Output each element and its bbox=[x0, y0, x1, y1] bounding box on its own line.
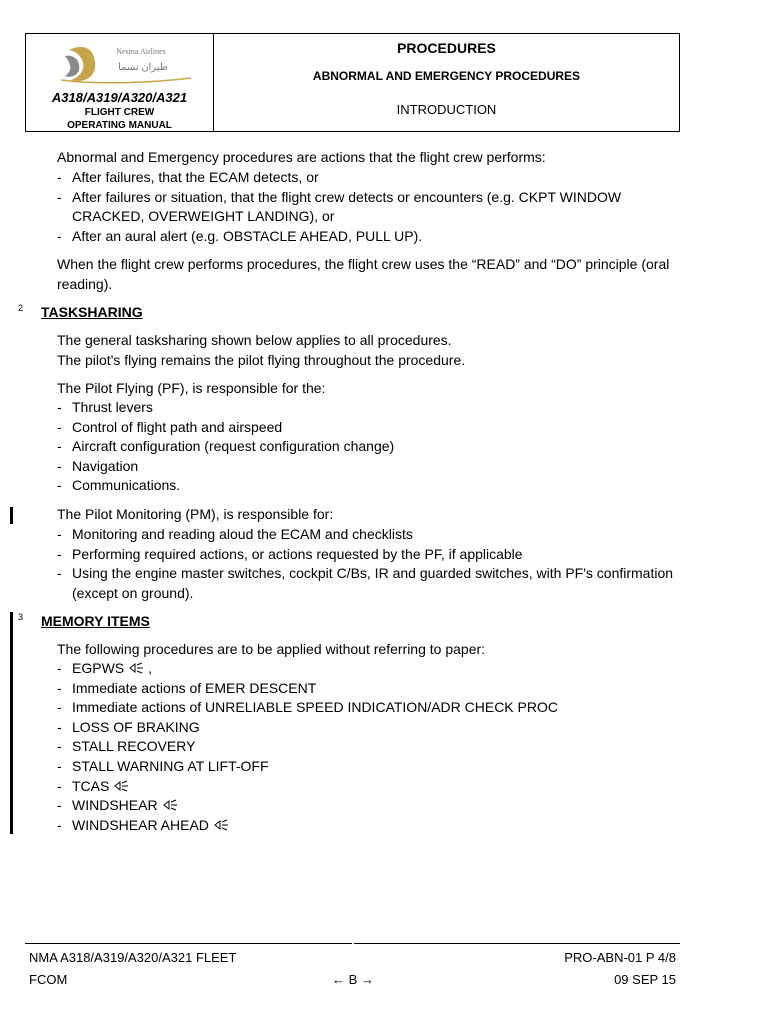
list-item: - WINDSHEAR bbox=[57, 796, 677, 816]
intro-list bbox=[57, 168, 677, 246]
speaker-icon bbox=[114, 780, 129, 792]
section-title-memory-items: MEMORY ITEMS bbox=[41, 613, 150, 629]
footer-revision: ← B → bbox=[332, 972, 374, 987]
memory-list bbox=[57, 659, 677, 835]
list-item: - Monitoring and reading aloud the ECAM and checklists bbox=[57, 526, 413, 542]
list-item: - LOSS OF BRAKING bbox=[57, 718, 200, 735]
list-item: - Communications. bbox=[57, 477, 181, 494]
pf-list bbox=[57, 398, 677, 496]
list-item: - Immediate actions of UNRELIABLE SPEED INDICATION/ADR CHECK PROC bbox=[57, 699, 558, 716]
list-item: - Thrust levers bbox=[57, 399, 153, 415]
change-bar bbox=[10, 612, 13, 834]
tasksharing-line-2: The pilot's flying remains the pilot flying throughout the procedure. bbox=[57, 352, 466, 368]
footer-manual: FCOM bbox=[29, 972, 68, 987]
list-item: - After failures or situation, that the flight crew detects or encounters (e.g. CKPT WINDOW CRACKED, OVERWEIGHT LANDING), or bbox=[57, 188, 622, 225]
list-item: - Aircraft configuration (request configuration change) bbox=[57, 438, 395, 455]
list-item: - After an aural alert (e.g. OBSTACLE AHEAD, PULL UP). bbox=[57, 227, 423, 244]
manual-line-1: FLIGHT CREW bbox=[84, 107, 155, 118]
section-number: 2 bbox=[18, 303, 24, 313]
list-item: - Navigation bbox=[57, 457, 139, 474]
footer-fleet: NMA A318/A319/A320/A321 FLEET bbox=[29, 950, 237, 965]
footer-rule-left bbox=[25, 943, 352, 944]
pm-list bbox=[57, 525, 677, 603]
pf-intro: The Pilot Flying (PF), is responsible for the: bbox=[57, 380, 326, 396]
header-subtitle: ABNORMAL AND EMERGENCY PROCEDURES bbox=[312, 69, 581, 83]
speaker-icon bbox=[163, 799, 178, 811]
list-item: - EGPWS , bbox=[57, 660, 153, 676]
change-bar bbox=[10, 507, 13, 524]
header-title: PROCEDURES bbox=[397, 40, 496, 56]
list-item: - STALL RECOVERY bbox=[57, 738, 196, 755]
manual-line-2: OPERATING MANUAL bbox=[67, 120, 172, 131]
pm-intro: The Pilot Monitoring (PM), is responsible for: bbox=[57, 506, 334, 522]
list-item: - Immediate actions of EMER DESCENT bbox=[57, 679, 317, 696]
list-item: - Performing required actions, or actions requested by the PF, if applicable bbox=[57, 545, 523, 562]
list-item: - After failures, that the ECAM detects, or bbox=[57, 169, 319, 185]
tasksharing-line-1: The general tasksharing shown below applies to all procedures. bbox=[57, 332, 452, 348]
aircraft-types: A318/A319/A320/A321 bbox=[51, 90, 188, 105]
footer-rule-right bbox=[354, 943, 680, 944]
list-item: - Using the engine master switches, cockpit C/Bs, IR and guarded switches, with PF's confirmation (except on ground). bbox=[57, 565, 674, 601]
intro-paragraph: Abnormal and Emergency procedures are actions that the flight crew performs: bbox=[57, 149, 546, 165]
header-section: INTRODUCTION bbox=[396, 102, 497, 117]
list-item: - Control of flight path and airspeed bbox=[57, 418, 283, 435]
memory-intro: The following procedures are to be applied without referring to paper: bbox=[57, 641, 486, 657]
footer-page-ref: PRO-ABN-01 P 4/8 bbox=[564, 950, 676, 965]
read-do-paragraph: When the flight crew performs procedures, the flight crew uses the “READ” and “DO” principle (oral reading). bbox=[57, 256, 670, 292]
speaker-icon bbox=[129, 662, 144, 674]
list-item: - WINDSHEAR AHEAD bbox=[57, 816, 677, 836]
section-title-tasksharing: TASKSHARING bbox=[41, 304, 143, 320]
list-item: - STALL WARNING AT LIFT-OFF bbox=[57, 757, 269, 774]
speaker-icon bbox=[214, 819, 229, 831]
svg-text:Nesma Airlines: Nesma Airlines bbox=[116, 47, 166, 56]
section-number: 3 bbox=[18, 612, 24, 622]
list-item: - TCAS bbox=[57, 777, 677, 797]
footer-date: 09 SEP 15 bbox=[614, 972, 676, 987]
svg-text:ﻃﻴﺮان ﻧﺴﻤﺎ: ﻃﻴﺮان ﻧﺴﻤﺎ bbox=[118, 62, 168, 73]
